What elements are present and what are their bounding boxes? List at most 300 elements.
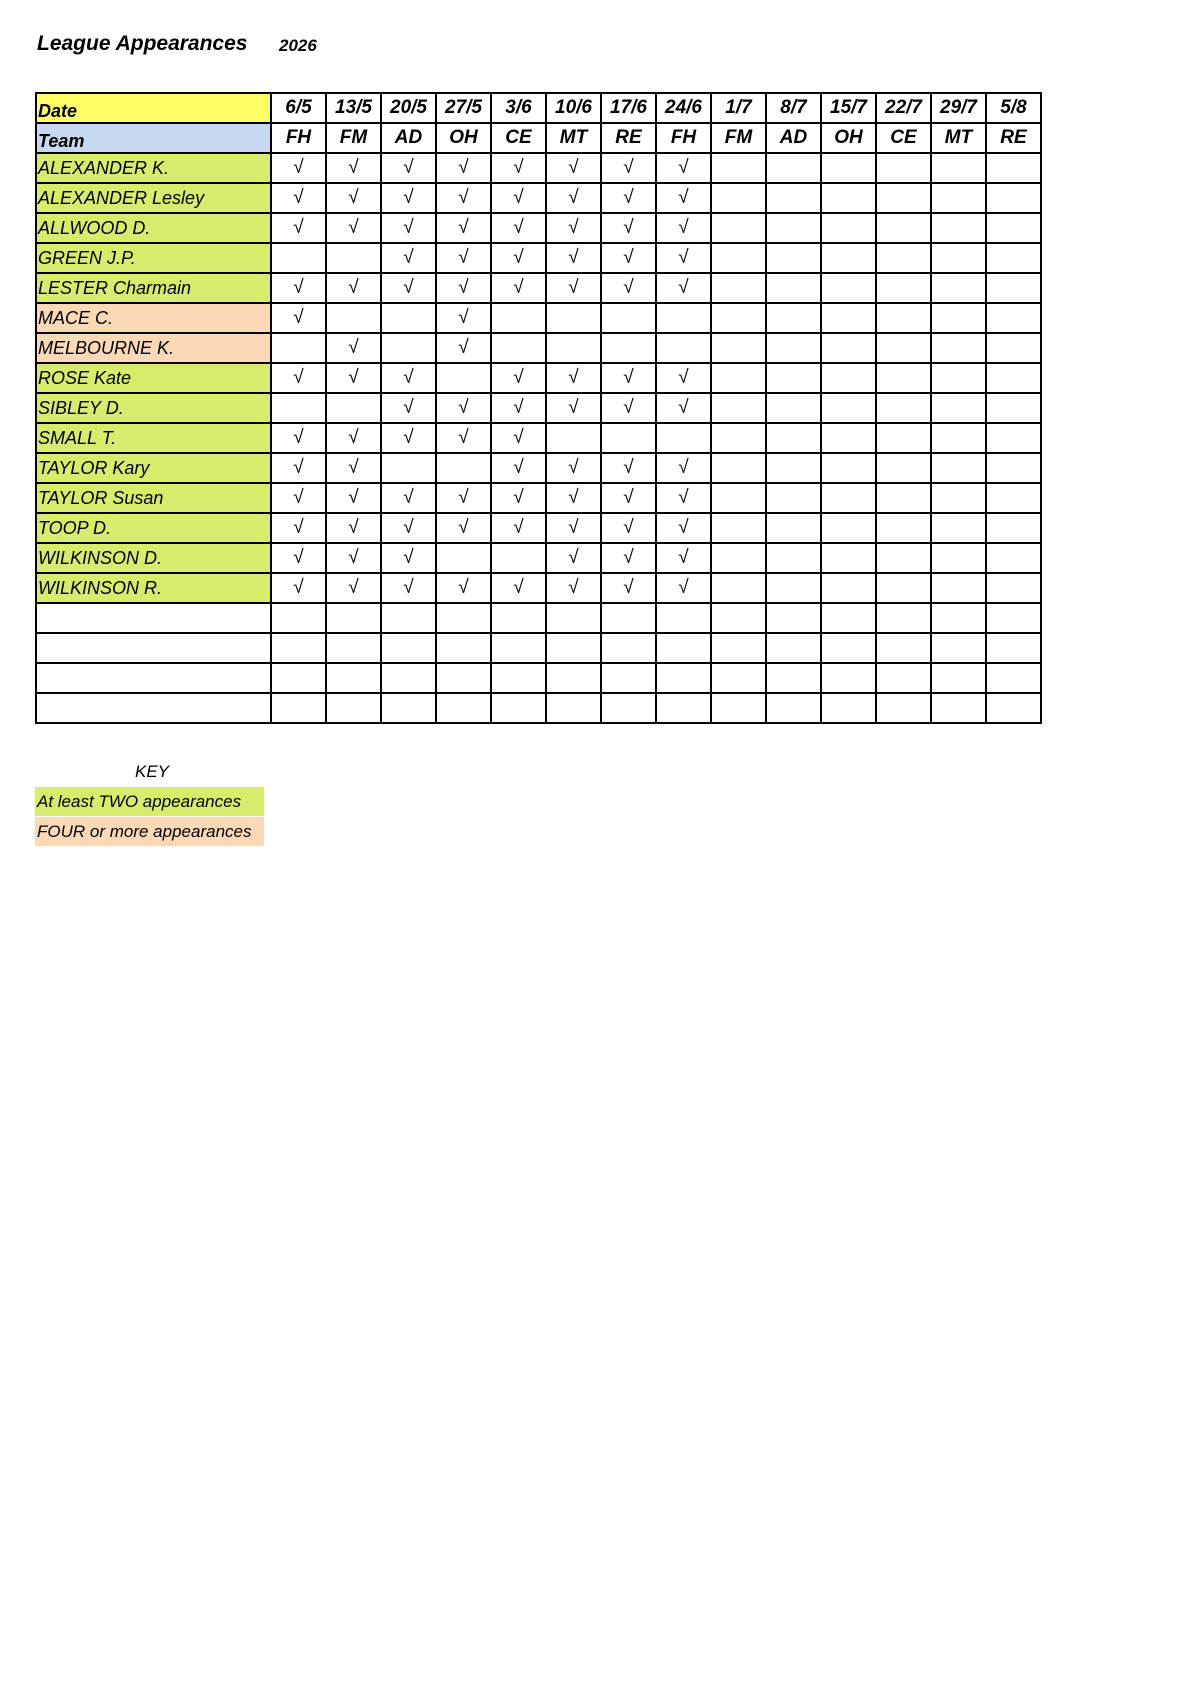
player-name: TAYLOR Kary	[36, 453, 271, 483]
appearance-check-cell: √	[381, 153, 436, 183]
appearance-check-cell: √	[546, 183, 601, 213]
key-peach-label: FOUR or more appearances	[35, 817, 264, 846]
appearance-empty-cell	[821, 243, 876, 273]
appearance-empty-cell	[931, 183, 986, 213]
team-header-cell: CE	[876, 123, 931, 153]
appearance-check-cell: √	[546, 573, 601, 603]
appearance-empty-cell	[876, 183, 931, 213]
date-header-cell: 5/8	[986, 93, 1041, 123]
appearance-empty-cell	[491, 693, 546, 723]
appearance-empty-cell	[876, 213, 931, 243]
appearance-check-cell: √	[601, 183, 656, 213]
appearance-check-cell: √	[546, 393, 601, 423]
appearance-check-cell: √	[271, 423, 326, 453]
team-header-cell: FM	[711, 123, 766, 153]
appearance-empty-cell	[821, 333, 876, 363]
appearance-check-cell: √	[381, 363, 436, 393]
appearance-empty-cell	[876, 693, 931, 723]
appearance-empty-cell	[711, 603, 766, 633]
appearance-check-cell: √	[436, 333, 491, 363]
appearance-check-cell: √	[326, 333, 381, 363]
appearance-check-cell: √	[381, 513, 436, 543]
appearance-check-cell: √	[271, 303, 326, 333]
appearance-check-cell: √	[436, 483, 491, 513]
appearance-empty-cell	[821, 663, 876, 693]
appearance-empty-cell	[876, 333, 931, 363]
team-header-cell: MT	[931, 123, 986, 153]
appearance-check-cell: √	[601, 363, 656, 393]
appearance-check-cell: √	[656, 183, 711, 213]
appearance-empty-cell	[821, 183, 876, 213]
appearance-empty-cell	[931, 363, 986, 393]
appearance-empty-cell	[436, 543, 491, 573]
appearance-empty-cell	[491, 603, 546, 633]
appearance-empty-cell	[711, 453, 766, 483]
appearance-empty-cell	[931, 423, 986, 453]
appearance-check-cell: √	[381, 543, 436, 573]
appearance-check-cell: √	[381, 273, 436, 303]
appearance-empty-cell	[931, 393, 986, 423]
appearance-check-cell: √	[436, 393, 491, 423]
appearance-check-cell: √	[381, 243, 436, 273]
appearance-empty-cell	[766, 303, 821, 333]
appearance-check-cell: √	[656, 543, 711, 573]
appearance-empty-cell	[821, 453, 876, 483]
appearance-check-cell: √	[546, 273, 601, 303]
date-header-cell: 20/5	[381, 93, 436, 123]
appearance-check-cell: √	[491, 183, 546, 213]
appearance-check-cell: √	[656, 573, 711, 603]
appearance-check-cell: √	[271, 483, 326, 513]
appearance-empty-cell	[711, 483, 766, 513]
appearance-check-cell: √	[656, 363, 711, 393]
table-row	[36, 693, 1041, 723]
table-row	[36, 363, 1041, 393]
appearance-empty-cell	[381, 663, 436, 693]
appearance-check-cell: √	[601, 573, 656, 603]
table-row	[36, 303, 1041, 333]
table-row	[36, 483, 1041, 513]
appearance-empty-cell	[876, 483, 931, 513]
appearance-empty-cell	[766, 453, 821, 483]
appearance-empty-cell	[931, 243, 986, 273]
appearance-check-cell: √	[656, 213, 711, 243]
table-row	[36, 243, 1041, 273]
appearance-check-cell: √	[601, 393, 656, 423]
appearances-table	[35, 92, 1042, 724]
team-header-cell: RE	[601, 123, 656, 153]
player-name: WILKINSON R.	[36, 573, 271, 603]
appearance-empty-cell	[326, 393, 381, 423]
appearance-check-cell: √	[656, 513, 711, 543]
appearance-empty-cell	[931, 333, 986, 363]
player-name: TAYLOR Susan	[36, 483, 271, 513]
player-name: SMALL T.	[36, 423, 271, 453]
appearance-empty-cell	[766, 573, 821, 603]
appearance-check-cell: √	[601, 483, 656, 513]
appearance-check-cell: √	[271, 153, 326, 183]
date-header-cell: 27/5	[436, 93, 491, 123]
appearance-empty-cell	[711, 633, 766, 663]
appearance-empty-cell	[491, 633, 546, 663]
appearance-check-cell: √	[546, 453, 601, 483]
appearance-check-cell: √	[491, 243, 546, 273]
appearance-empty-cell	[766, 483, 821, 513]
appearance-empty-cell	[601, 303, 656, 333]
appearance-check-cell: √	[326, 153, 381, 183]
appearance-empty-cell	[876, 153, 931, 183]
page-title: League Appearances	[37, 32, 248, 55]
appearance-check-cell: √	[601, 513, 656, 543]
table-row	[36, 663, 1041, 693]
appearance-empty-cell	[986, 543, 1041, 573]
appearance-check-cell: √	[656, 453, 711, 483]
appearance-check-cell: √	[656, 243, 711, 273]
appearance-empty-cell	[711, 213, 766, 243]
appearance-empty-cell	[821, 513, 876, 543]
appearance-check-cell: √	[271, 573, 326, 603]
appearance-empty-cell	[711, 183, 766, 213]
appearance-check-cell: √	[436, 513, 491, 543]
appearance-check-cell: √	[546, 213, 601, 243]
appearance-empty-cell	[271, 663, 326, 693]
appearance-check-cell: √	[271, 543, 326, 573]
table-row	[36, 213, 1041, 243]
appearance-empty-cell	[986, 633, 1041, 663]
appearance-check-cell: √	[326, 483, 381, 513]
appearance-empty-cell	[766, 663, 821, 693]
appearance-check-cell: √	[601, 273, 656, 303]
appearance-empty-cell	[766, 213, 821, 243]
appearance-check-cell: √	[326, 453, 381, 483]
appearance-check-cell: √	[546, 153, 601, 183]
appearance-check-cell: √	[381, 573, 436, 603]
appearance-empty-cell	[711, 273, 766, 303]
appearance-empty-cell	[436, 363, 491, 393]
appearance-empty-cell	[876, 243, 931, 273]
appearance-empty-cell	[986, 453, 1041, 483]
appearance-empty-cell	[326, 633, 381, 663]
appearance-empty-cell	[326, 303, 381, 333]
appearance-empty-cell	[546, 693, 601, 723]
appearance-empty-cell	[876, 513, 931, 543]
appearance-empty-cell	[711, 153, 766, 183]
appearance-empty-cell	[711, 333, 766, 363]
appearance-empty-cell	[986, 333, 1041, 363]
appearance-empty-cell	[711, 693, 766, 723]
appearance-check-cell: √	[436, 423, 491, 453]
appearance-empty-cell	[986, 273, 1041, 303]
appearance-empty-cell	[766, 183, 821, 213]
team-header-cell: FH	[656, 123, 711, 153]
appearance-check-cell: √	[546, 513, 601, 543]
appearance-empty-cell	[381, 693, 436, 723]
appearance-empty-cell	[931, 273, 986, 303]
appearance-empty-cell	[271, 243, 326, 273]
appearance-check-cell: √	[271, 513, 326, 543]
appearance-check-cell: √	[491, 513, 546, 543]
appearance-check-cell: √	[271, 453, 326, 483]
appearance-empty-cell	[271, 333, 326, 363]
appearance-empty-cell	[986, 183, 1041, 213]
appearance-check-cell: √	[491, 483, 546, 513]
player-name: ALEXANDER K.	[36, 153, 271, 183]
team-header-cell: MT	[546, 123, 601, 153]
appearance-check-cell: √	[326, 213, 381, 243]
appearance-empty-cell	[931, 483, 986, 513]
appearance-empty-cell	[766, 153, 821, 183]
appearance-empty-cell	[876, 453, 931, 483]
appearance-empty-cell	[766, 513, 821, 543]
date-header-cell: 3/6	[491, 93, 546, 123]
appearance-empty-cell	[876, 663, 931, 693]
date-header-cell: 6/5	[271, 93, 326, 123]
player-name: WILKINSON D.	[36, 543, 271, 573]
appearance-check-cell: √	[326, 513, 381, 543]
player-name: ROSE Kate	[36, 363, 271, 393]
appearance-empty-cell	[766, 423, 821, 453]
appearance-empty-cell	[491, 303, 546, 333]
appearance-empty-cell	[271, 693, 326, 723]
team-header-cell: FH	[271, 123, 326, 153]
appearance-empty-cell	[766, 363, 821, 393]
appearance-empty-cell	[711, 393, 766, 423]
appearance-empty-cell	[656, 693, 711, 723]
key-title: KEY	[135, 762, 170, 781]
appearance-check-cell: √	[601, 453, 656, 483]
date-header-cell: 13/5	[326, 93, 381, 123]
appearance-empty-cell	[821, 603, 876, 633]
table-row	[36, 423, 1041, 453]
appearance-empty-cell	[986, 213, 1041, 243]
date-header-cell: 15/7	[821, 93, 876, 123]
appearance-check-cell: √	[601, 213, 656, 243]
appearance-empty-cell	[656, 603, 711, 633]
appearance-empty-cell	[931, 693, 986, 723]
appearance-empty-cell	[326, 603, 381, 633]
appearance-empty-cell	[931, 603, 986, 633]
appearance-empty-cell	[546, 333, 601, 363]
appearance-empty-cell	[876, 603, 931, 633]
appearance-empty-cell	[986, 153, 1041, 183]
appearance-check-cell: √	[656, 483, 711, 513]
team-header-cell: RE	[986, 123, 1041, 153]
appearance-empty-cell	[821, 483, 876, 513]
appearance-empty-cell	[381, 333, 436, 363]
date-header-cell: 24/6	[656, 93, 711, 123]
appearance-empty-cell	[491, 543, 546, 573]
table-row	[36, 393, 1041, 423]
appearance-check-cell: √	[656, 393, 711, 423]
table-row	[36, 153, 1041, 183]
appearance-empty-cell	[711, 513, 766, 543]
appearance-check-cell: √	[436, 273, 491, 303]
player-name	[36, 633, 271, 663]
appearance-empty-cell	[876, 573, 931, 603]
appearance-empty-cell	[931, 453, 986, 483]
appearance-empty-cell	[986, 663, 1041, 693]
appearance-empty-cell	[546, 423, 601, 453]
appearance-check-cell: √	[436, 153, 491, 183]
player-name: TOOP D.	[36, 513, 271, 543]
appearance-check-cell: √	[491, 423, 546, 453]
appearance-empty-cell	[546, 303, 601, 333]
appearance-empty-cell	[821, 363, 876, 393]
appearance-check-cell: √	[436, 573, 491, 603]
appearance-empty-cell	[876, 633, 931, 663]
appearance-empty-cell	[876, 393, 931, 423]
appearance-empty-cell	[766, 543, 821, 573]
player-name: MELBOURNE K.	[36, 333, 271, 363]
appearance-empty-cell	[436, 603, 491, 633]
appearance-empty-cell	[931, 153, 986, 183]
player-name	[36, 663, 271, 693]
appearance-empty-cell	[601, 333, 656, 363]
appearance-empty-cell	[711, 243, 766, 273]
appearance-empty-cell	[436, 453, 491, 483]
appearance-empty-cell	[876, 423, 931, 453]
appearance-empty-cell	[601, 603, 656, 633]
team-header-cell: CE	[491, 123, 546, 153]
appearance-empty-cell	[986, 243, 1041, 273]
appearance-empty-cell	[711, 303, 766, 333]
appearance-empty-cell	[766, 393, 821, 423]
player-name	[36, 603, 271, 633]
appearance-check-cell: √	[491, 213, 546, 243]
table-row	[36, 453, 1041, 483]
appearance-empty-cell	[986, 363, 1041, 393]
appearance-check-cell: √	[601, 543, 656, 573]
appearance-check-cell: √	[326, 273, 381, 303]
appearance-empty-cell	[271, 603, 326, 633]
date-header-cell: 29/7	[931, 93, 986, 123]
appearance-check-cell: √	[381, 423, 436, 453]
player-name: GREEN J.P.	[36, 243, 271, 273]
date-header-cell: 10/6	[546, 93, 601, 123]
player-name: SIBLEY D.	[36, 393, 271, 423]
appearance-check-cell: √	[271, 363, 326, 393]
appearance-empty-cell	[931, 663, 986, 693]
table-row	[36, 603, 1041, 633]
appearance-empty-cell	[931, 543, 986, 573]
appearance-check-cell: √	[436, 303, 491, 333]
team-header-cell: OH	[821, 123, 876, 153]
appearance-empty-cell	[766, 273, 821, 303]
appearance-empty-cell	[656, 303, 711, 333]
appearance-check-cell: √	[491, 363, 546, 393]
appearance-empty-cell	[546, 603, 601, 633]
appearance-check-cell: √	[381, 213, 436, 243]
appearance-empty-cell	[326, 243, 381, 273]
appearance-empty-cell	[436, 693, 491, 723]
appearance-empty-cell	[876, 303, 931, 333]
team-header-cell: AD	[766, 123, 821, 153]
appearance-check-cell: √	[326, 363, 381, 393]
appearance-empty-cell	[986, 573, 1041, 603]
appearance-empty-cell	[766, 333, 821, 363]
appearance-empty-cell	[381, 303, 436, 333]
appearance-empty-cell	[601, 693, 656, 723]
appearance-check-cell: √	[656, 153, 711, 183]
date-header-cell: 8/7	[766, 93, 821, 123]
date-header-label: Date	[36, 93, 271, 123]
appearance-check-cell: √	[436, 213, 491, 243]
appearance-check-cell: √	[491, 453, 546, 483]
appearance-empty-cell	[656, 633, 711, 663]
appearance-check-cell: √	[491, 273, 546, 303]
appearance-empty-cell	[821, 213, 876, 243]
appearance-check-cell: √	[546, 363, 601, 393]
appearance-empty-cell	[711, 363, 766, 393]
appearance-empty-cell	[326, 693, 381, 723]
appearance-empty-cell	[656, 663, 711, 693]
appearance-empty-cell	[986, 393, 1041, 423]
player-name: MACE C.	[36, 303, 271, 333]
appearance-empty-cell	[711, 663, 766, 693]
appearance-empty-cell	[931, 513, 986, 543]
appearance-check-cell: √	[491, 573, 546, 603]
appearance-empty-cell	[931, 213, 986, 243]
table-row	[36, 273, 1041, 303]
appearance-check-cell: √	[271, 183, 326, 213]
appearance-check-cell: √	[271, 213, 326, 243]
table-row	[36, 633, 1041, 663]
appearance-empty-cell	[931, 633, 986, 663]
appearance-empty-cell	[931, 303, 986, 333]
appearance-empty-cell	[381, 453, 436, 483]
team-header-cell: FM	[326, 123, 381, 153]
player-name: LESTER Charmain	[36, 273, 271, 303]
appearance-check-cell: √	[271, 273, 326, 303]
appearance-check-cell: √	[601, 153, 656, 183]
appearance-empty-cell	[711, 423, 766, 453]
appearance-empty-cell	[711, 573, 766, 603]
appearance-empty-cell	[381, 633, 436, 663]
appearance-check-cell: √	[601, 243, 656, 273]
date-header-row	[36, 93, 1041, 123]
appearance-empty-cell	[876, 273, 931, 303]
appearance-empty-cell	[931, 573, 986, 603]
appearance-empty-cell	[821, 303, 876, 333]
appearance-check-cell: √	[326, 543, 381, 573]
appearance-empty-cell	[766, 603, 821, 633]
appearance-empty-cell	[986, 483, 1041, 513]
appearance-check-cell: √	[656, 273, 711, 303]
table-row	[36, 513, 1041, 543]
player-name: ALLWOOD D.	[36, 213, 271, 243]
appearance-empty-cell	[491, 333, 546, 363]
appearance-empty-cell	[656, 423, 711, 453]
table-row	[36, 543, 1041, 573]
team-header-cell: AD	[381, 123, 436, 153]
appearance-check-cell: √	[436, 243, 491, 273]
appearance-empty-cell	[271, 393, 326, 423]
appearance-empty-cell	[546, 663, 601, 693]
team-header-label: Team	[36, 123, 271, 153]
appearance-check-cell: √	[491, 393, 546, 423]
team-header-cell: OH	[436, 123, 491, 153]
appearance-check-cell: √	[326, 183, 381, 213]
appearance-empty-cell	[986, 693, 1041, 723]
appearance-check-cell: √	[546, 483, 601, 513]
team-header-row	[36, 123, 1041, 153]
date-header-cell: 1/7	[711, 93, 766, 123]
appearance-check-cell: √	[546, 543, 601, 573]
appearance-empty-cell	[601, 663, 656, 693]
appearance-empty-cell	[821, 393, 876, 423]
appearance-empty-cell	[986, 513, 1041, 543]
appearance-empty-cell	[821, 693, 876, 723]
